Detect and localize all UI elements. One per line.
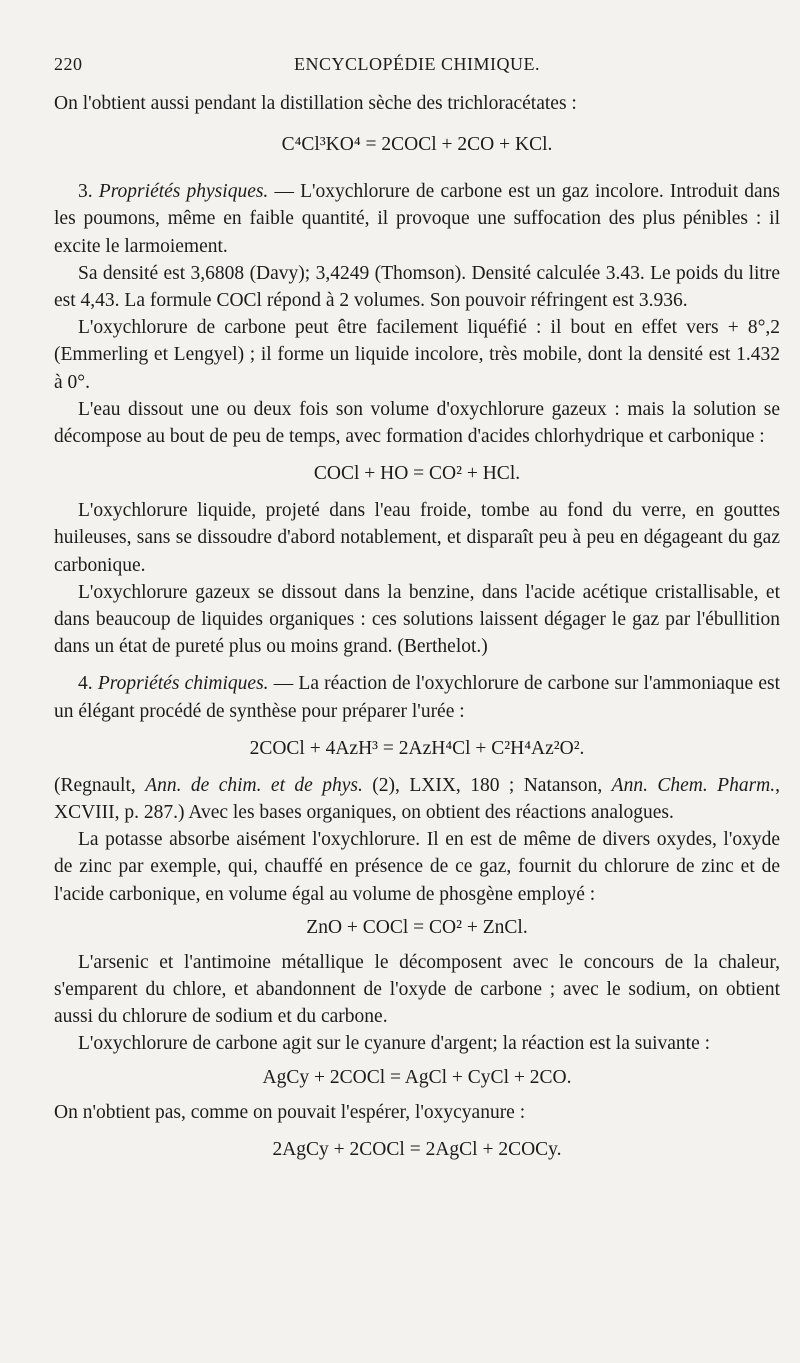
section-physical-properties [54, 178, 780, 260]
paragraph-oxycyanure: On n'obtient pas, comme on pouvait l'espérer, l'oxycyanure : [54, 1101, 526, 1123]
section-title: Propriétés chimiques. [97, 673, 269, 695]
section-number: 4. [78, 673, 93, 695]
section-title: Propriétés physiques. [98, 181, 269, 203]
paragraph-cyanure: L'oxychlorure de carbone agit sur le cyanure d'argent; la réaction est la suivante : [78, 1033, 711, 1055]
paragraph-arsenic: L'arsenic et l'antimoine métallique le décomposent avec le concours de la chaleur, s'emparent du chlore, et abandonnent de l'oxyde de carbone ; avec le sodium, on obtient aussi du chlorure de sodium et du carbone. [54, 951, 780, 1028]
paragraph-liquid: L'oxychlorure liquide, projeté dans l'eau froide, tombe au fond du verre, en gouttes huileuses, sans se dissoudre d'abord notablement, et disparaît peu à peu en dégageant du gaz carbonique. [54, 500, 780, 576]
paragraph-density: Sa densité est 3,6808 (Davy); 3,4249 (Thomson). Densité calculée 3.43. Le poids du litre est 4,43. La formule COCl répond à 2 volumes. Son pouvoir réfringent est 3.936. [54, 262, 780, 312]
equation-zinc: ZnO + COCl = CO² + ZnCl. [306, 916, 528, 938]
journal-title: Ann. Chem. Pharm. [611, 774, 776, 796]
paragraph-benzine: L'oxychlorure gazeux se dissout dans la benzine, dans l'acide acétique cristallisable, et dans beaucoup de liquides organiques : ces solutions laissent dégager le gaz par l'ébullition dans un état de pureté plus ou moins grand. (Berthelot.) [54, 581, 780, 658]
running-title: ENCYCLOPÉDIE CHIMIQUE. [294, 54, 540, 74]
paragraph-liquefaction: L'oxychlorure de carbone peut être facilement liquéfié : il bout en effet vers + 8°,2 (Emmerling et Lengyel) ; il forme un liquide incolore, très mobile, dont la densité est 1.432 à 0°. [54, 317, 780, 393]
paragraph-water: L'eau dissout une ou deux fois son volume d'oxychlorure gazeux : mais la solution se décompose au bout de peu de temps, avec formation d'acides chlorhydrique et carbonique : [54, 398, 780, 448]
equation-oxycyanure: 2AgCy + 2COCl = 2AgCl + 2COCy. [272, 1138, 562, 1160]
page-number: 220 [54, 54, 83, 74]
equation-urea: 2COCl + 4AzH³ = 2AzH⁴Cl + C²H⁴Az²O². [249, 737, 585, 759]
equation-cyanure: AgCy + 2COCl = AgCl + CyCl + 2CO. [262, 1066, 572, 1088]
journal-title: Ann. de chim. et de phys. [145, 774, 363, 796]
section-chemical-properties [54, 670, 780, 724]
section-number: 3. [78, 181, 93, 203]
section-text: — La réaction de l'oxychlorure de carbone sur l'ammoniaque est un élégant procédé de synthèse pour préparer l'urée : [54, 673, 781, 722]
running-header [54, 54, 780, 78]
paragraph-references: (Regnault, Ann. de chim. et de phys. (2), LXIX, 180 ; Natanson, Ann. Chem. Pharm., XCVIII, p. 287.) Avec les bases organiques, on obtient des réactions analogues. [54, 774, 780, 824]
equation-trichloracetate: C⁴Cl³KO⁴ = 2COCl + 2CO + KCl. [281, 134, 553, 156]
paragraph-intro: On l'obtient aussi pendant la distillation sèche des trichloracétates : [54, 93, 577, 114]
paragraph-potasse: La potasse absorbe aisément l'oxychlorure. Il en est de même de divers oxydes, l'oxyde de zinc par exemple, qui, chauffé en présence de ce gaz, fournit du chlorure de zinc et de l'acide carbonique, en volume égal au volume de phosgène employé : [54, 829, 780, 905]
section-text: — L'oxychlorure de carbone est un gaz incolore. Introduit dans les poumons, même en faible quantité, il provoque une suffocation des plus pénibles : il excite le larmoiement. [54, 181, 781, 257]
equation-hydrolysis: COCl + HO = CO² + HCl. [313, 463, 521, 485]
